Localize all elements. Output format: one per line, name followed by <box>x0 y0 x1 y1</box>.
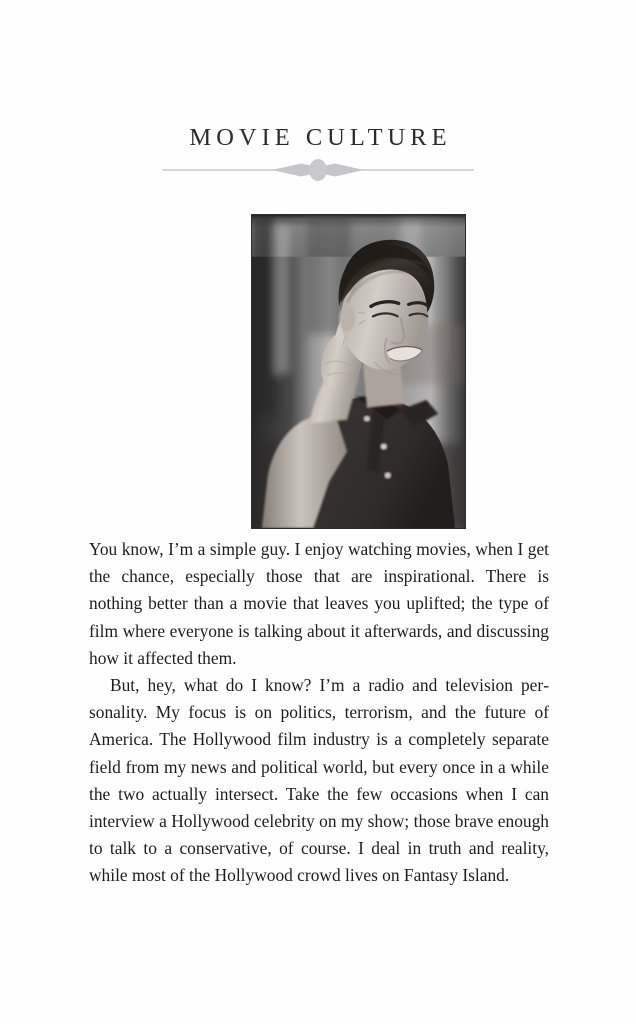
paragraph: You know, I’m a simple guy. I enjoy watching movies, when I get the chance, especially those that are inspirational. There is nothing better than a movie that leaves you uplifted; the type of film where everyone is talking about it afterwards, and discussing how it affected them. <box>89 539 549 668</box>
diamond-dot-divider-icon <box>162 158 474 182</box>
author-photograph <box>251 214 466 529</box>
paragraph: But, hey, what do I know? I’m a radio and television personality. My focus is on politics, terrorism, and the future of America. The Hollywood film industry is a completely separate field from my news and political world, but every once in a while the two actually intersect. Take the few occasions when I can interview a Hollywood celebrity on my show; those brave enough to talk to a conservative, of course. I deal in truth and reality, while most of the Hollywood crowd lives on Fantasy Island. <box>89 675 549 886</box>
page-title: MOVIE CULTURE <box>189 124 452 152</box>
body-text <box>89 536 549 890</box>
photograph-image <box>252 215 465 528</box>
